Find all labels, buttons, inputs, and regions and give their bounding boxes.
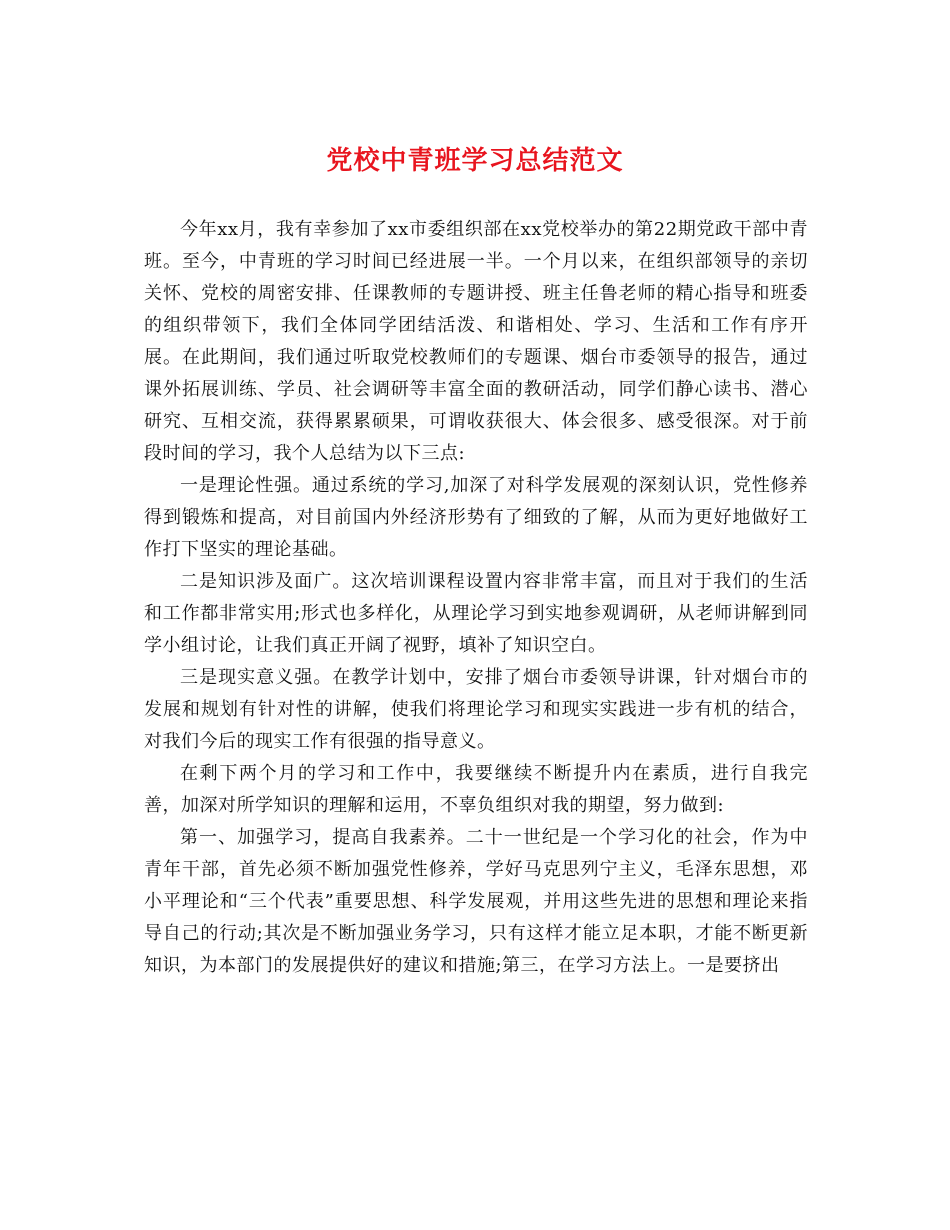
paragraph-first-goal: 第一、加强学习，提高自我素养。二十一世纪是一个学习化的社会，作为中青年干部，首先必须不断加强党性修养，学好马克思列宁主义，毛泽东思想，邓小平理论和“三个代表”重要思想、科学发展观，并用这些先进的思想和理论来指导自己的行动;其次是不断加强业务学习，只有这样才能立足本职，才能不断更新知识，为本部门的发展提供好的建议和措施;第三，在学习方法上。一是要挤出 [144,827,808,976]
paragraph-plan: 在剩下两个月的学习和工作中，我要继续不断提升内在素质，进行自我完善，加深对所学知识的理解和运用，不辜负组织对我的期望，努力做到: [144,763,808,816]
document-body [144,214,808,982]
paragraph-point-two: 二是知识涉及面广。这次培训课程设置内容非常丰富，而且对于我们的生活和工作都非常实用;形式也多样化，从理论学习到实地参观调研，从老师讲解到同学小组讨论，让我们真正开阔了视野，填补了知识空白。 [144,571,808,656]
paragraph-point-three: 三是现实意义强。在教学计划中，安排了烟台市委领导讲课，针对烟台市的发展和规划有针对性的讲解，使我们将理论学习和现实实践进一步有机的结合，对我们今后的现实工作有很强的指导意义。 [144,667,808,752]
paragraph-intro: 今年xx月，我有幸参加了xx市委组织部在xx党校举办的第22期党政干部中青班。至今，中青班的学习时间已经进展一半。一个月以来，在组织部领导的亲切关怀、党校的周密安排、任课教师的专题讲授、班主任鲁老师的精心指导和班委的组织带领下，我们全体同学团结活泼、和谐相处、学习、生活和工作有序开展。在此期间，我们通过听取党校教师们的专题课、烟台市委领导的报告，通过课外拓展训练、学员、社会调研等丰富全面的教研活动，同学们静心读书、潜心研究、互相交流，获得累累硕果，可谓收获很大、体会很多、感受很深。对于前段时间的学习，我个人总结为以下三点: [144,219,808,464]
paragraph-point-one: 一是理论性强。通过系统的学习,加深了对科学发展观的深刻认识，党性修养得到锻炼和提高，对目前国内外经济形势有了细致的了解，从而为更好地做好工作打下坚实的理论基础。 [144,475,808,560]
document-title: 党校中青班学习总结范文 [326,146,624,176]
